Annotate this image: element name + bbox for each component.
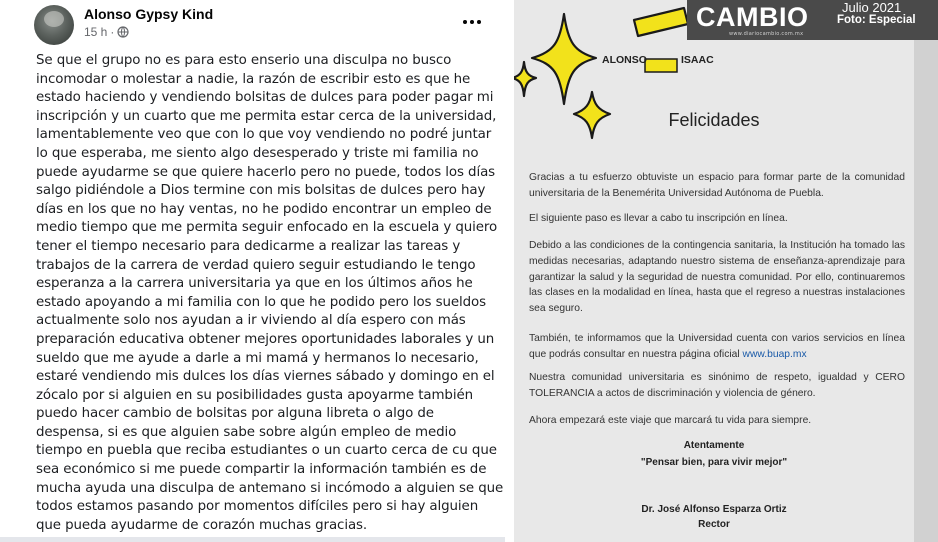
post-body-line: sea económico si me puede compartir la información también es de xyxy=(36,462,487,478)
globe-icon xyxy=(117,26,129,38)
post-body-line: estado apoyando a mi familia con lo que he podido pero los sueldos xyxy=(36,294,486,310)
post-body-line: estaré vendiendo mis dulces los días viernes sábado y domingo en el xyxy=(36,369,495,385)
email-screenshot xyxy=(514,0,938,542)
recipient-last-name: ISAAC xyxy=(681,54,714,66)
post-bottom-divider xyxy=(0,537,505,542)
more-options-button[interactable] xyxy=(458,10,486,34)
post-body-line: puedo hacer cambio de bolsitas por alguna libreta o algo de xyxy=(36,406,434,422)
sparkle-large xyxy=(532,14,596,104)
post-body-line: esperanza a la carrera universitaria ya que en los últimos años he xyxy=(36,276,473,292)
post-body-line: sueldo que me ayude a darle a mi mamá y hermanos lo necesario, xyxy=(36,350,479,366)
email-paragraph: Nuestra comunidad universitaria es sinónimo de respeto, igualdad y CERO TOLERANCIA a actos de discriminación y violencia de género. xyxy=(529,372,905,399)
post-body-line: Se que el grupo no es para esto enserio una disculpa no busco xyxy=(36,53,452,68)
sparkle-ray-top xyxy=(634,8,688,36)
signer-title: Rector xyxy=(698,519,730,530)
cambio-watermark xyxy=(687,0,938,40)
post-body-line: lo que esperaba, me siento algo desesperado y triste mi familia no xyxy=(36,145,479,161)
cambio-site: www.diariocambio.com.mx xyxy=(729,31,804,37)
recipient-first-name: ALONSO xyxy=(602,54,647,66)
post-body-line: tiempo en puebla que reciba estudiantes o un cuarto cerca de cu que xyxy=(36,443,497,459)
post-body-line: inscripción y un cuarto que me permita estar cerca de la universidad, xyxy=(36,108,497,124)
post-body-line: estado haciendo y vendiendo bolsitas de dulces para poder pagar mi xyxy=(36,90,494,106)
post-body-line: medio tiempo que me permita seguir enfocado en la escuela y quiero xyxy=(36,220,498,236)
post-body-line: salgo pidiéndole a Dios termine con mis bolsitas de dulces pero hay xyxy=(36,183,486,199)
photo-credit: Foto: Especial xyxy=(837,14,916,26)
buap-website-link[interactable]: www.buap.mx xyxy=(742,348,807,360)
post-body-line: todos estamos pasando por momentos difíciles pero si hay alguien xyxy=(36,499,479,515)
email-paragraph: Debido a las condiciones de la contingencia sanitaria, la Institución ha tomado las medidas necesarias, adaptando nuestro sistema de enseñanza-aprendizaje para garantizar la salud y la seguridad de nuestra comunidad. Por ello, continuaremos las clases en la modalidad en línea, hasta que el regreso a nuestras instalaciones sea seguro. xyxy=(529,240,905,315)
more-dot xyxy=(470,20,474,24)
photo-date: Julio 2021 xyxy=(842,0,902,15)
email-heading: Felicidades xyxy=(668,110,760,130)
post-body-line: que pueda ayudarme de corazón muchas gracias. xyxy=(36,517,368,533)
meta-separator: · xyxy=(110,25,115,39)
email-paragraph: Gracias a tu esfuerzo obtuviste un espacio para formar parte de la comunidad universitaria de la Benemérita Universidad Autónoma de Puebla. xyxy=(529,172,905,199)
email-paragraph: Ahora empezará este viaje que marcará tu vida para siempre. xyxy=(529,415,812,426)
services-text: También, te informamos que la Universidad cuenta con varios servicios en línea que podrás consultar en nuestra página oficial xyxy=(529,333,905,360)
post-body-line: lamentablemente veo que con lo que voy vendiendo no podré juntar xyxy=(36,127,492,143)
post-body-line: actualmente solo nos ayudan a ir viviendo al día espero con más xyxy=(36,313,466,329)
cambio-logo: CAMBIO xyxy=(696,2,809,32)
post-body xyxy=(36,52,504,535)
motto: "Pensar bien, para vivir mejor" xyxy=(640,457,788,468)
closing: Atentamente xyxy=(683,440,745,451)
email-paragraph xyxy=(529,331,905,363)
post-body-line: puede ayudarme se que quiere hacerlo pero no puede, todos los días xyxy=(36,164,496,180)
author-avatar[interactable] xyxy=(34,5,74,45)
author-name[interactable]: Alonso Gypsy Kind xyxy=(84,6,214,22)
post-timestamp[interactable]: 15 h xyxy=(84,25,108,39)
sparkle-left xyxy=(514,62,536,96)
signer-name: Dr. José Alfonso Esparza Ortiz xyxy=(641,504,787,515)
post-body-line: incomodar o molestar a nadie, la razón de escribir esto es que he xyxy=(36,71,471,87)
more-horizontal-icon xyxy=(463,20,467,24)
post-body-line: tener el tiempo necesario para dedicarme a realizar las tareas y xyxy=(36,238,461,254)
email-paragraph: El siguiente paso es llevar a cabo tu inscripción en línea. xyxy=(529,213,788,224)
more-dot xyxy=(477,20,481,24)
post-body-line: despensa, si es que alguien sabe sobre algún empleo de medio xyxy=(36,424,457,440)
post-body-line: días en los que no hay ventas, no he podido encontrar un empleo de xyxy=(36,201,492,217)
post-body-line: mucha ayuda una disculpa de antemano si incómodo a alguien se que xyxy=(36,480,504,496)
post-meta xyxy=(84,25,129,39)
panel-divider xyxy=(505,0,514,542)
post-body-line: preparación educativa obtener mejores oportunidades laborales y un xyxy=(36,331,495,347)
post-body-line: trabajos de la carrera de verdad quiero seguir estudiando le tengo xyxy=(36,257,476,273)
email-card xyxy=(514,0,914,542)
post-body-line: zócalo por si alguien en su posibilidades gusta apoyarme también xyxy=(36,387,473,403)
